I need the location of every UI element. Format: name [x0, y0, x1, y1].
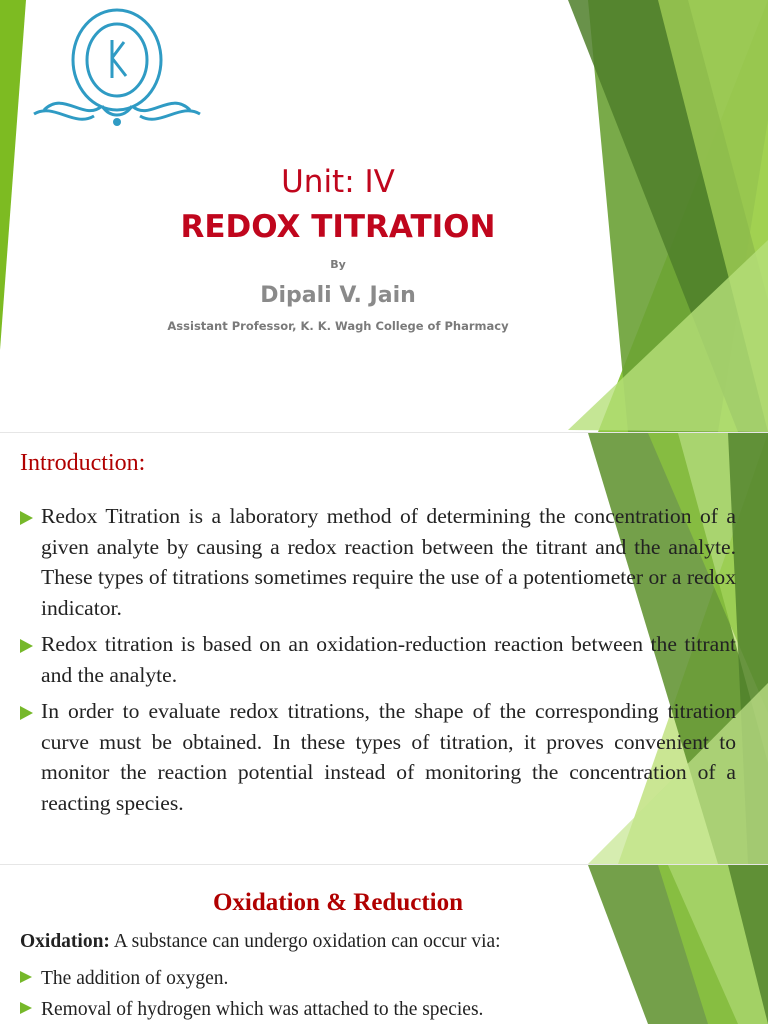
oxidation-reduction-slide: [0, 865, 768, 1024]
triangle-bullet-icon: [20, 1002, 32, 1014]
by-label: By: [330, 258, 346, 271]
title-slide: [0, 0, 768, 432]
bullet-text: Redox titration is based on an oxidation-reduction reaction between the titrant and the analyte.: [41, 632, 736, 687]
triangle-bullet-icon: [20, 511, 33, 525]
institution-logo: [24, 2, 210, 130]
unit-label: Unit: IV: [281, 164, 395, 200]
oxidation-text: A substance can undergo oxidation can occur via:: [113, 931, 501, 952]
oxidation-definition: [20, 931, 501, 953]
list-item: [20, 994, 483, 1024]
author-affiliation: Assistant Professor, K. K. Wagh College of Pharmacy: [167, 319, 509, 333]
triangle-bullet-icon: [20, 971, 32, 983]
bullet-text: Redox Titration is a laboratory method of determining the concentration of a given analyte by causing a redox reaction between the titrant and the analyte. These types of titrations sometimes require the use of a potentiometer or a redox indicator.: [41, 504, 736, 620]
list-item: [20, 629, 736, 690]
section-heading: Introduction:: [20, 450, 146, 476]
bullet-text: The addition of oxygen.: [41, 968, 229, 989]
oxidation-bullet-list: [20, 963, 483, 1024]
triangle-bullet-icon: [20, 706, 33, 720]
bullet-text: Removal of hydrogen which was attached to the species.: [41, 999, 484, 1020]
oxidation-label: Oxidation:: [20, 931, 110, 952]
introduction-slide: [0, 433, 768, 864]
list-item: [20, 501, 736, 623]
section-heading: Oxidation & Reduction: [212, 889, 464, 916]
slide-title: REDOX TITRATION: [180, 209, 496, 245]
author-name: Dipali V. Jain: [260, 283, 416, 308]
list-item: [20, 696, 736, 818]
list-item: [20, 963, 483, 994]
bullet-text: In order to evaluate redox titrations, the shape of the corresponding titration curve must be obtained. In these types of titration, it proves convenient to monitor the reaction potential instead of monitoring the concentration of a reacting species.: [41, 699, 736, 815]
triangle-bullet-icon: [20, 639, 33, 653]
introduction-bullet-list: [20, 501, 736, 824]
